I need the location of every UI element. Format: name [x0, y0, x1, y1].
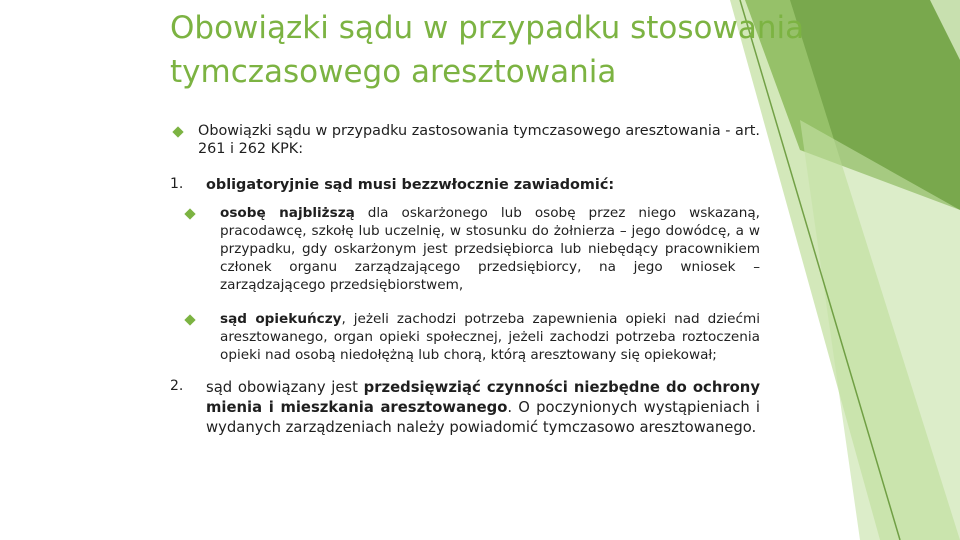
- item-1-text: obligatoryjnie sąd musi bezzwłocznie zawiadomić:: [206, 177, 615, 193]
- sub-1-bold: osobę najbliższą: [220, 205, 355, 221]
- slide-title: Obowiązki sądu w przypadku stosowania tymczasowego aresztowania: [170, 10, 805, 90]
- item-2-marker: 2.: [170, 378, 184, 394]
- diamond-bullet-icon: [184, 314, 195, 325]
- sub-2-bold: sąd opiekuńczy: [220, 311, 342, 327]
- item-1-marker: 1.: [170, 176, 184, 192]
- item-2: [170, 378, 760, 438]
- diamond-bullet-icon: [172, 126, 183, 137]
- slide-content: [170, 122, 760, 438]
- item-1-sub-2: [170, 310, 760, 364]
- item-2-text-a: sąd obowiązany jest: [206, 379, 364, 396]
- item-2-bold: przedsięwziąć czynności niezbędne do ochrony mienia i mieszkania aresztowanego: [206, 379, 760, 416]
- intro-bullet: [170, 122, 760, 158]
- item-1-sub-1: [170, 204, 760, 294]
- item-1: [170, 176, 760, 194]
- sub-2-text: , jeżeli zachodzi potrzeba zapewnienia opieki nad dziećmi aresztowanego, organ opieki społecznej, jeżeli zachodzi potrzeba roztoczenia opieki nad osobą niedołężną lub chorą, którą aresztowany się opiekował;: [220, 311, 760, 363]
- intro-text: Obowiązki sądu w przypadku zastosowania tymczasowego aresztowania - art. 261 i 262 KPK:: [198, 123, 760, 157]
- diamond-bullet-icon: [184, 208, 195, 219]
- sub-1-text: dla oskarżonego lub osobę przez niego wskazaną, pracodawcę, szkołę lub uczelnię, w stosunku do żołnierza – jego dowódcę, a w przypadku, gdy oskarżonym jest przedsiębiorca lub niebędący pracownikiem członek organu zarządzającego przedsiębiorcy, na jego wniosek – zarządzającego przedsiębiorstwem,: [220, 205, 760, 293]
- item-2-text-b: . O poczynionych wystąpieniach i wydanych zarządzeniach należy powiadomić tymczasowo aresztowanego.: [206, 399, 761, 436]
